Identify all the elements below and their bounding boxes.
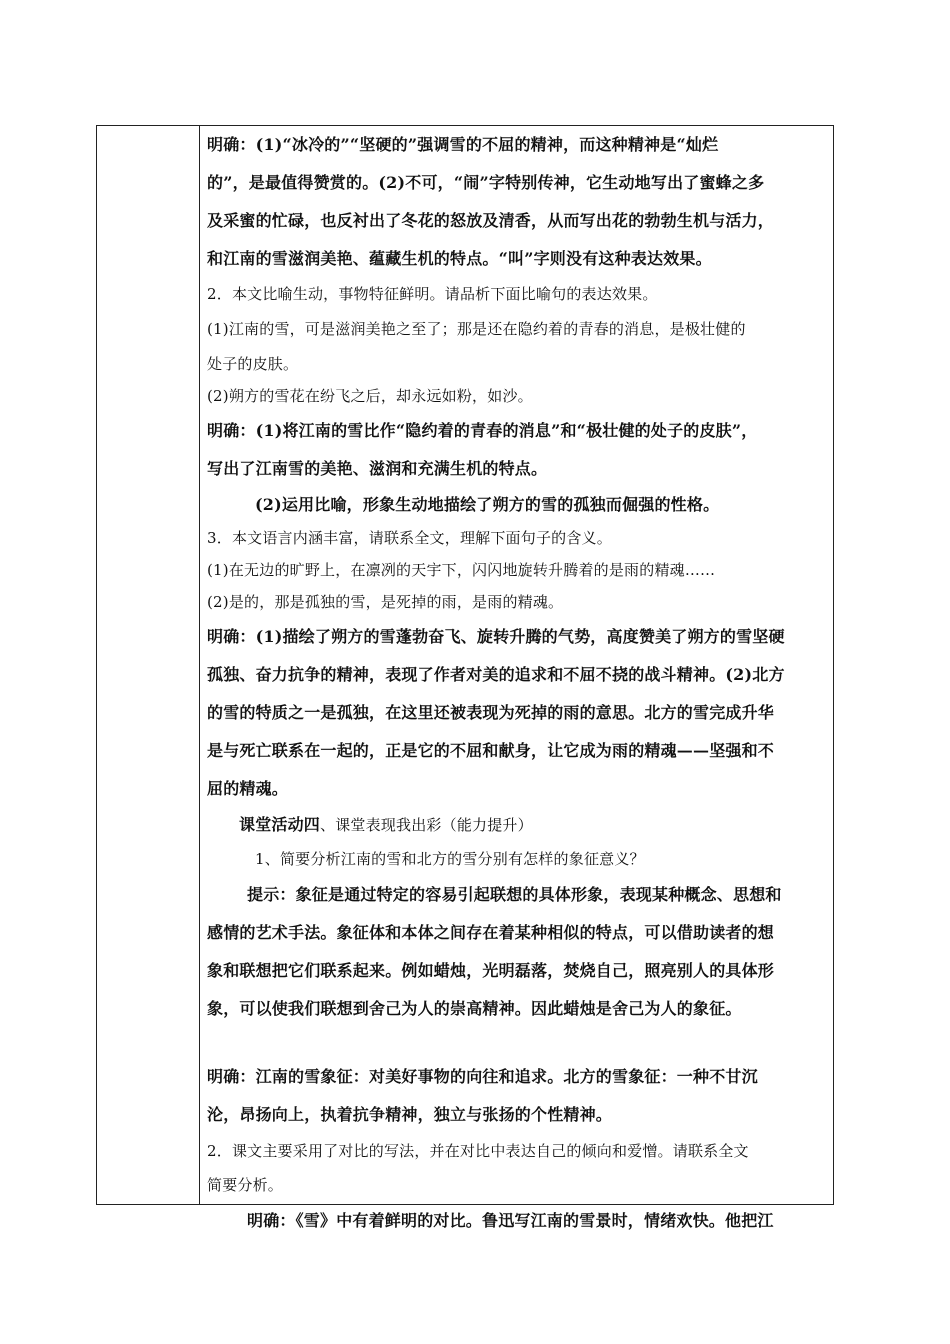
text-line: 明确：(1)“冰冷的”“坚硬的”强调雪的不屈的精神，而这种精神是“灿烂 <box>207 135 719 154</box>
text-line: (2)是的，那是孤独的雪，是死掉的雨，是雨的精魂。 <box>207 593 564 611</box>
text-line: 的”，是最值得赞赏的。(2)不可，“闹”字特别传神，它生动地写出了蜜蜂之多 <box>207 173 765 192</box>
text-line: 3．本文语言内涵丰富，请联系全文，理解下面句子的含义。 <box>207 529 612 547</box>
answer-paragraph-2 <box>207 412 827 488</box>
text-line: 提示：象征是通过特定的容易引起联想的具体形象，表现某种概念、思想和 <box>247 885 782 904</box>
quote-2-2 <box>207 380 827 412</box>
text-line: 感情的艺术手法。象征体和本体之间存在着某种相似的特点，可以借助读者的想 <box>207 923 775 942</box>
text-line: 是与死亡联系在一起的，正是它的不屈和献身，让它成为雨的精魂——坚强和不 <box>207 741 775 760</box>
text-line: 明确：江南的雪象征：对美好事物的向往和追求。北方的雪象征：一种不甘沉 <box>207 1067 758 1086</box>
lesson-table <box>96 125 834 1230</box>
answer-paragraph-5 <box>207 1202 827 1240</box>
activity-heading <box>207 808 827 842</box>
text-line: 明确：《雪》中有着鲜明的对比。鲁迅写江南的雪景时，情绪欢快。他把江 <box>247 1211 774 1230</box>
quote-3-2 <box>207 586 827 618</box>
text-line: 的雪的特质之一是孤独，在这里还被表现为死掉的雨的意思。北方的雪完成升华 <box>207 703 775 722</box>
text-line: 处子的皮肤。 <box>207 355 299 373</box>
question-2 <box>207 278 827 310</box>
left-column-cell <box>97 126 200 1204</box>
activity-title: 课堂活动四 <box>239 815 321 834</box>
quote-2-1 <box>207 310 827 380</box>
text-line: 1、简要分析江南的雪和北方的雪分别有怎样的象征意义？ <box>255 850 645 868</box>
blank-gap <box>207 1028 827 1058</box>
content-cell <box>207 126 827 1240</box>
text-line: 象，可以使我们联想到舍己为人的崇高精神。因此蜡烛是舍己为人的象征。 <box>207 999 742 1018</box>
text-line: 和江南的雪滋润美艳、蕴藏生机的特点。“叫”字则没有这种表达效果。 <box>207 249 712 268</box>
text-line: 明确：(1)将江南的雪比作“隐约着的青春的消息”和“极壮健的处子的皮肤”， <box>207 421 758 440</box>
question-2-contrast <box>207 1134 827 1202</box>
activity-subtitle: 、课堂表现我出彩（能力提升） <box>320 816 533 834</box>
quote-3-1 <box>207 554 827 586</box>
answer-paragraph-1 <box>207 126 827 278</box>
text-line: 沦，昂扬向上，执着抗争精神，独立与张扬的个性精神。 <box>207 1105 613 1124</box>
text-line: 象和联想把它们联系起来。例如蜡烛，光明磊落，焚烧自己，照亮别人的具体形 <box>207 961 775 980</box>
text-line: 及采蜜的忙碌，也反衬出了冬花的怒放及清香，从而写出花的勃勃生机与活力， <box>207 211 775 230</box>
text-line: (2)朔方的雪花在纷飞之后，却永远如粉，如沙。 <box>207 387 533 405</box>
hint-paragraph <box>207 876 827 1028</box>
answer-paragraph-3 <box>207 618 827 808</box>
text-line: 2．课文主要采用了对比的写法，并在对比中表达自己的倾向和爱憎。请联系全文 <box>207 1142 749 1160</box>
answer-paragraph-4 <box>207 1058 827 1134</box>
text-line: 屈的精魂。 <box>207 779 289 798</box>
text-line: 孤独、奋力抗争的精神，表现了作者对美的追求和不屈不挠的战斗精神。(2)北方 <box>207 665 785 684</box>
text-line: (1)江南的雪，可是滋润美艳之至了；那是还在隐约着的青春的消息，是极壮健的 <box>207 320 746 338</box>
text-line: 写出了江南雪的美艳、滋润和充满生机的特点。 <box>207 459 548 478</box>
answer-paragraph-2b <box>207 488 827 522</box>
text-line: 2．本文比喻生动，事物特征鲜明。请品析下面比喻句的表达效果。 <box>207 285 658 303</box>
text-line: 简要分析。 <box>207 1176 284 1194</box>
text-line: 明确：(1)描绘了朔方的雪蓬勃奋飞、旋转升腾的气势，高度赞美了朔方的雪坚硬 <box>207 627 785 646</box>
text-line: (1)在无边的旷野上，在凛冽的天宇下，闪闪地旋转升腾着的是雨的精魂…… <box>207 561 716 579</box>
activity-question-1 <box>207 842 827 876</box>
question-3 <box>207 522 827 554</box>
text-line: (2)运用比喻，形象生动地描绘了朔方的雪的孤独而倔强的性格。 <box>255 495 720 514</box>
